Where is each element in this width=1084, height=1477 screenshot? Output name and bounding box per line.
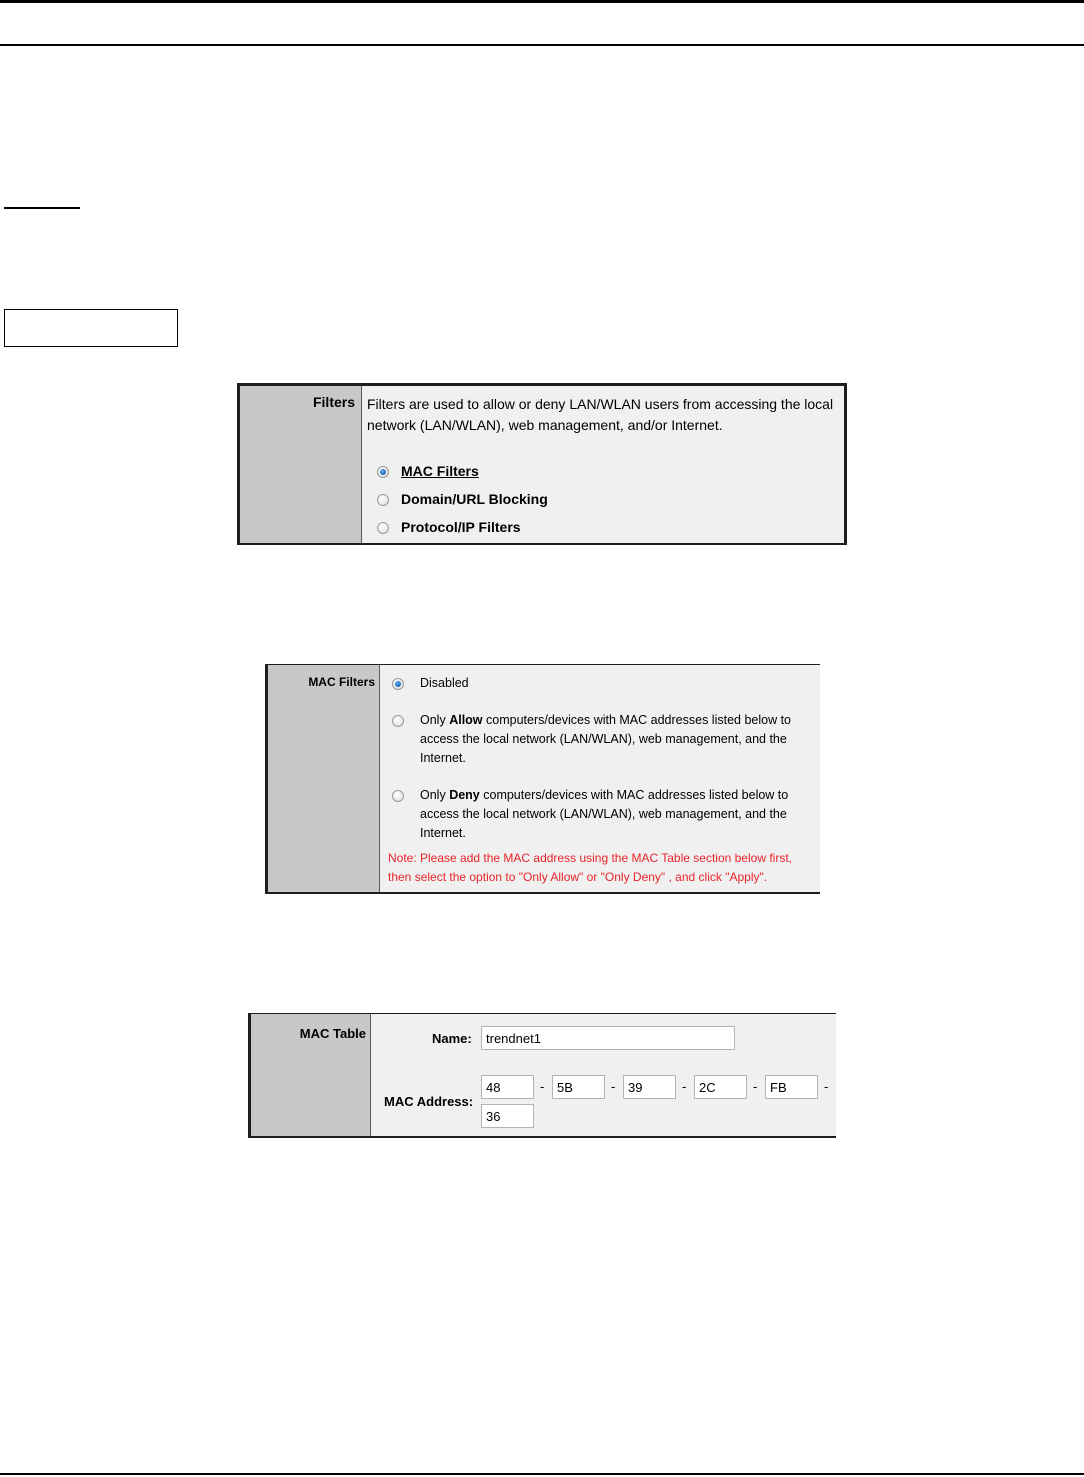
only-allow-radio[interactable] — [392, 715, 404, 727]
domain-url-blocking-radio[interactable] — [377, 494, 389, 506]
only-allow-prefix: Only — [420, 713, 450, 727]
mac-table-label: MAC Table — [299, 1026, 366, 1041]
mac-filters-label: MAC Filters — [308, 675, 375, 689]
name-input[interactable] — [481, 1026, 735, 1050]
mac-address-label: MAC Address: — [384, 1094, 474, 1109]
bottom-rule — [0, 1473, 1084, 1475]
mac-table-bottom-border — [251, 1136, 836, 1138]
domain-url-blocking-label: Domain/URL Blocking — [401, 491, 548, 507]
protocol-ip-filters-label: Protocol/IP Filters — [401, 519, 521, 535]
mac-separator-2: - — [611, 1079, 616, 1094]
mac-octet-1-input[interactable] — [481, 1075, 534, 1099]
filters-description: Filters are used to allow or deny LAN/WLAN users from accessing the local network (LAN/WLAN), web management, and/or Internet. — [367, 396, 834, 433]
mac-filters-panel — [265, 664, 820, 894]
mac-table-label-column — [251, 1014, 371, 1138]
mac-filters-radio[interactable] — [377, 466, 389, 478]
mac-separator-1: - — [540, 1079, 545, 1094]
empty-box — [4, 309, 178, 347]
only-allow-emphasis: Allow — [449, 713, 483, 727]
mac-filters-label: MAC Filters — [401, 463, 479, 479]
mac-octet-5-input[interactable] — [765, 1075, 818, 1099]
only-allow-label — [420, 711, 830, 768]
top-rule — [0, 44, 1084, 46]
mac-octet-2-input[interactable] — [552, 1075, 605, 1099]
only-allow-rest: computers/devices with MAC addresses listed below to access the local network (LAN/WLAN), web management, and the Internet. — [420, 713, 791, 765]
name-label: Name: — [432, 1031, 472, 1046]
option-domain-url-blocking[interactable] — [377, 491, 548, 507]
mac-separator-4: - — [753, 1079, 758, 1094]
filters-label-column — [240, 386, 362, 545]
mac-octet-4-input[interactable] — [694, 1075, 747, 1099]
mac-filters-label-column — [268, 665, 380, 894]
only-deny-rest: computers/devices with MAC addresses listed below to access the local network (LAN/WLAN), web management, and the Internet. — [420, 788, 789, 840]
mac-table-panel — [248, 1013, 836, 1138]
top-rule-thick — [0, 0, 1084, 3]
protocol-ip-filters-radio[interactable] — [377, 522, 389, 534]
disabled-radio[interactable] — [392, 678, 404, 690]
only-deny-prefix: Only — [420, 788, 450, 802]
filters-panel — [237, 383, 847, 545]
only-deny-label — [420, 786, 830, 843]
filters-bottom-border — [240, 543, 844, 545]
filters-label: Filters — [312, 394, 355, 410]
option-protocol-ip-filters[interactable] — [377, 519, 521, 535]
mac-octet-3-input[interactable] — [623, 1075, 676, 1099]
only-deny-emphasis: Deny — [449, 788, 480, 802]
mac-separator-5: - — [824, 1079, 829, 1094]
disabled-label: Disabled — [420, 676, 469, 690]
mac-filters-note: Note: Please add the MAC address using the MAC Table section below first, then select the option to "Only Allow" or "Only Deny" , and click "Apply". — [388, 851, 792, 884]
heading-underline — [4, 207, 80, 209]
option-mac-filters[interactable] — [377, 463, 479, 479]
mac-separator-3: - — [682, 1079, 687, 1094]
only-deny-radio[interactable] — [392, 790, 404, 802]
mac-filters-bottom-border — [268, 892, 820, 894]
mac-octet-6-input[interactable] — [481, 1104, 534, 1128]
